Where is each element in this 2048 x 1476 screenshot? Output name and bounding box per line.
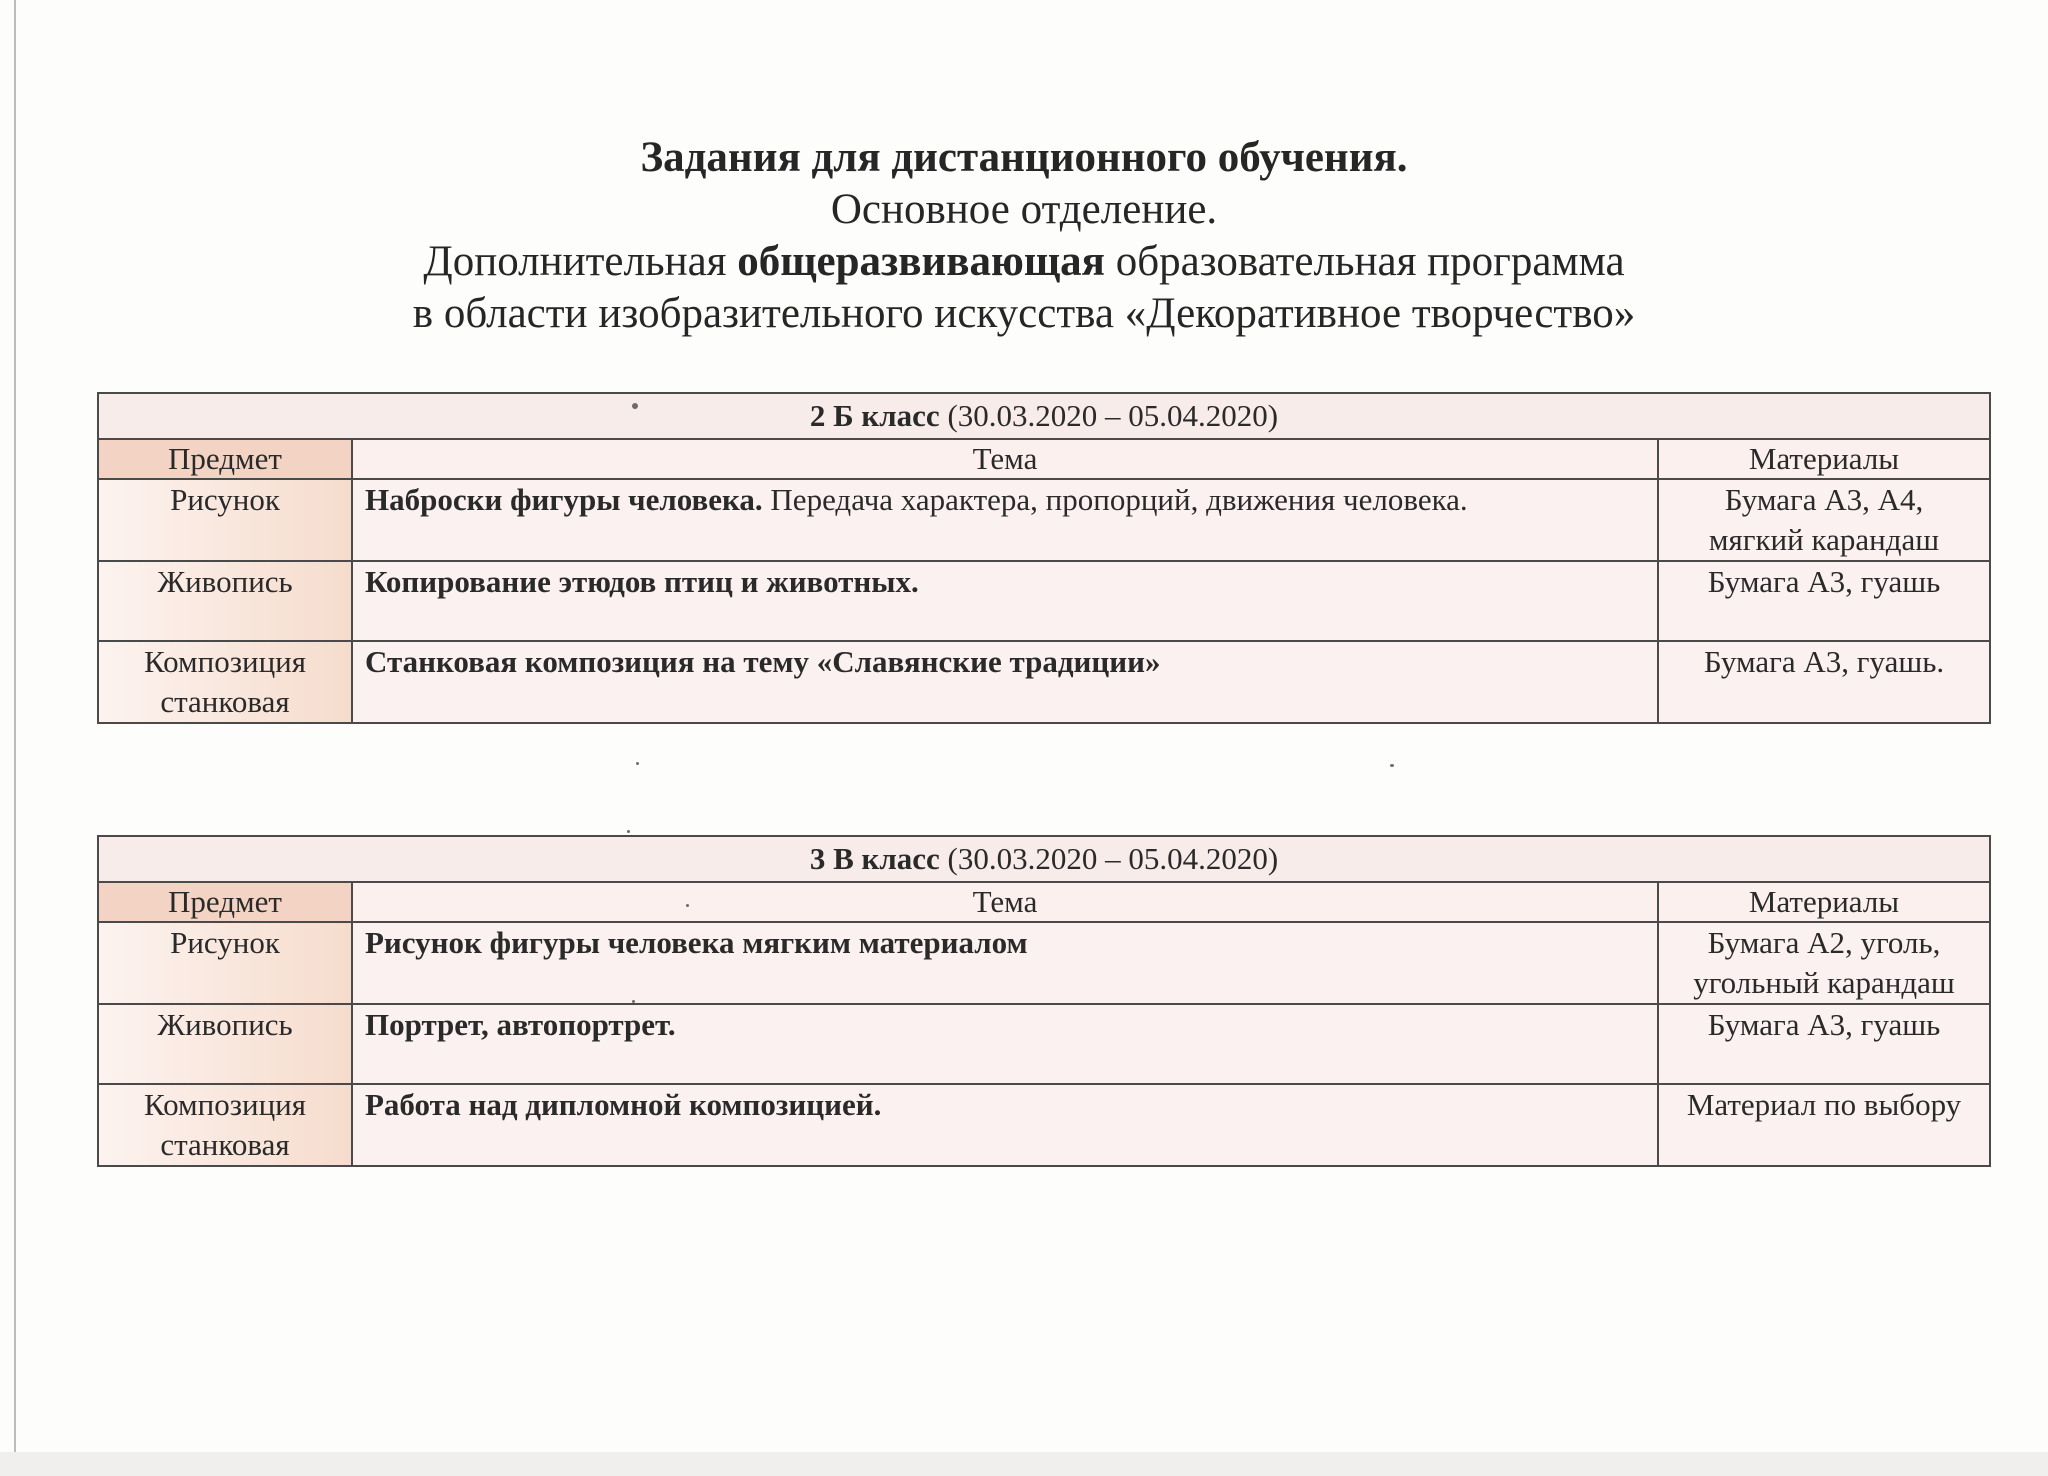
topic-cell: Портрет, автопортрет. xyxy=(352,1004,1658,1084)
topic-cell: Рисунок фигуры человека мягким материалом xyxy=(352,922,1658,1004)
scan-speck xyxy=(1390,764,1394,767)
column-header-topic: Тема xyxy=(352,882,1658,922)
subject-cell: Композиция станковая xyxy=(98,1084,352,1166)
table-row xyxy=(98,479,1990,561)
table-row xyxy=(98,561,1990,641)
subject-cell: Живопись xyxy=(98,1004,352,1084)
header-department: Основное отделение. xyxy=(830,186,1218,233)
topic-cell: Работа над дипломной композицией. xyxy=(352,1084,1658,1166)
table-header-row xyxy=(98,882,1990,922)
materials-cell: Бумага А3, А4, мягкий карандаш xyxy=(1658,479,1990,561)
subject-cell: Композиция станковая xyxy=(98,641,352,723)
topic-cell: Наброски фигуры человека. Передача характера, пропорций, движения человека. xyxy=(352,479,1658,561)
materials-cell: Материал по выбору xyxy=(1658,1084,1990,1166)
header-title: Задания для дистанционного обучения. xyxy=(640,134,1408,181)
column-header-subject: Предмет xyxy=(98,439,352,479)
table-row xyxy=(98,922,1990,1004)
header-program: Дополнительная общеразвивающая образовательная программа xyxy=(423,238,1625,285)
column-header-topic: Тема xyxy=(352,439,1658,479)
topic-cell: Копирование этюдов птиц и животных. xyxy=(352,561,1658,641)
subject-cell: Живопись xyxy=(98,561,352,641)
column-header-materials: Материалы xyxy=(1658,439,1990,479)
subject-cell: Рисунок xyxy=(98,922,352,1004)
table-row xyxy=(98,1084,1990,1166)
materials-cell: Бумага А3, гуашь xyxy=(1658,561,1990,641)
document-header xyxy=(0,132,2048,340)
scan-speck xyxy=(632,403,638,409)
scan-speck xyxy=(686,904,689,907)
scan-speck xyxy=(627,830,630,833)
table-row xyxy=(98,1004,1990,1084)
materials-cell: Бумага А2, уголь, угольный карандаш xyxy=(1658,922,1990,1004)
table-title: 2 Б класс (30.03.2020 – 05.04.2020) xyxy=(98,393,1990,439)
topic-cell: Станковая композиция на тему «Славянские традиции» xyxy=(352,641,1658,723)
table-row xyxy=(98,641,1990,723)
column-header-materials: Материалы xyxy=(1658,882,1990,922)
column-header-subject: Предмет xyxy=(98,882,352,922)
schedule-table-3v xyxy=(97,835,1991,1167)
scan-speck xyxy=(632,1000,635,1003)
scan-bottom-strip xyxy=(0,1452,2048,1476)
header-area: в области изобразительного искусства «Декоративное творчество» xyxy=(412,290,1636,337)
subject-cell: Рисунок xyxy=(98,479,352,561)
schedule-table-2b xyxy=(97,392,1991,724)
table-header-row xyxy=(98,439,1990,479)
table-title-row xyxy=(98,836,1990,882)
table-title-row xyxy=(98,393,1990,439)
table-title: 3 В класс (30.03.2020 – 05.04.2020) xyxy=(98,836,1990,882)
materials-cell: Бумага А3, гуашь. xyxy=(1658,641,1990,723)
scan-speck xyxy=(636,762,639,765)
materials-cell: Бумага А3, гуашь xyxy=(1658,1004,1990,1084)
